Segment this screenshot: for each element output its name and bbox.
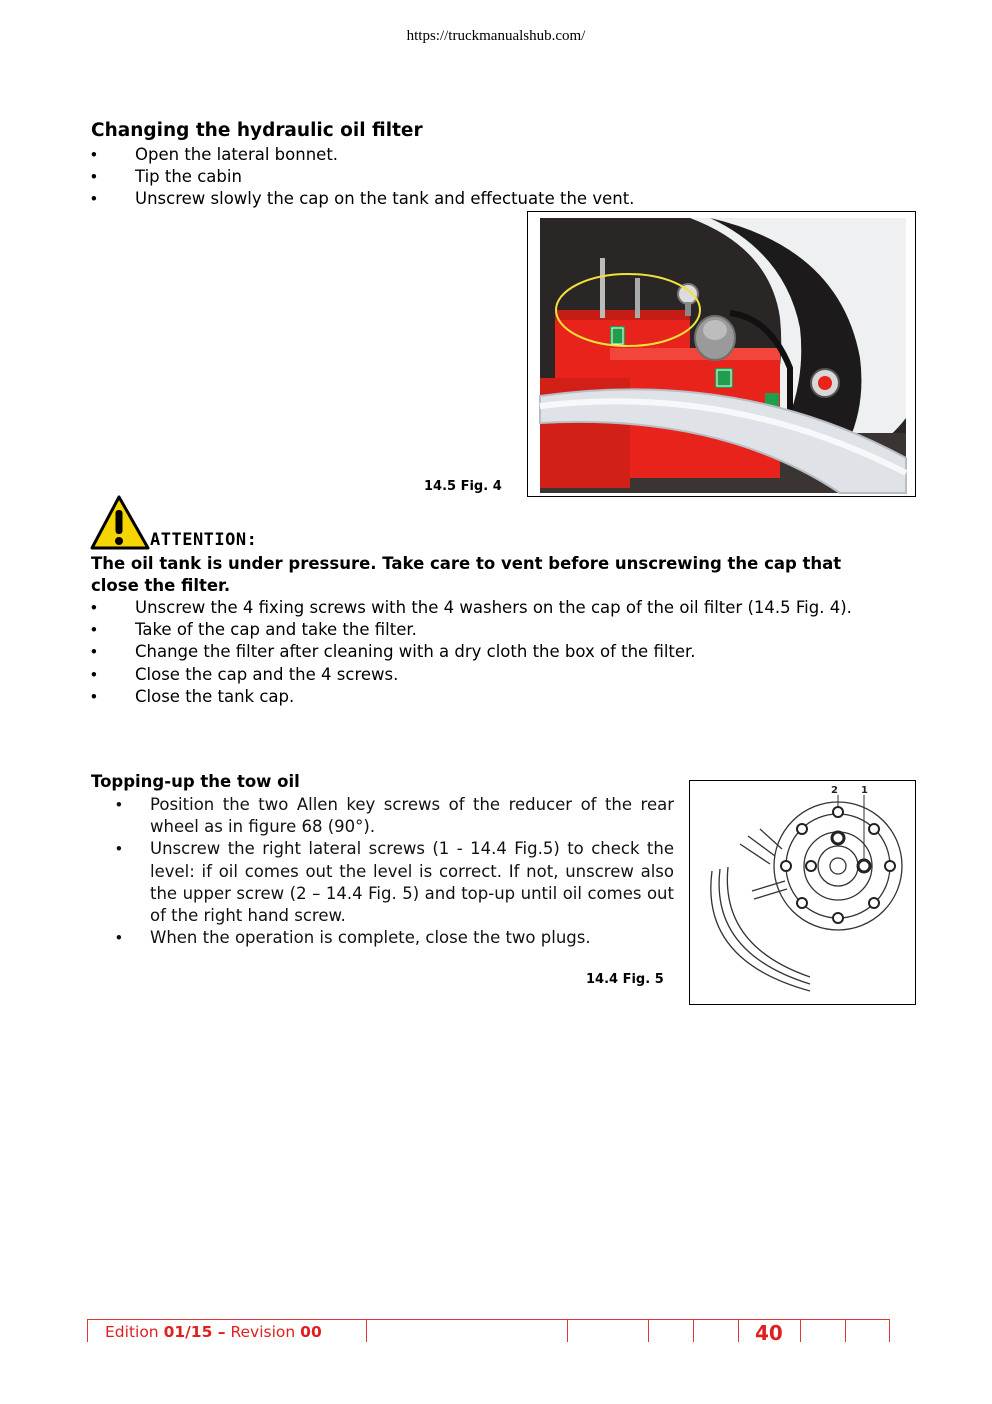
diagram-label-1: 1	[861, 785, 868, 796]
section-title-tow-oil: Topping-up the tow oil	[91, 772, 300, 791]
list-item: • Open the lateral bonnet.	[91, 145, 339, 164]
list-item: • Unscrew the right lateral screws (1 - 14.4 Fig.5) to check the level: if oil comes out the level is correct. If not, unscrew also the upper screw (2 – 14.4 Fig. 5) and top-up until oil comes out of the right hand screw.	[116, 839, 674, 926]
source-url: https://truckmanualshub.com/	[406, 28, 586, 44]
wheel-hub-diagram	[690, 781, 914, 1003]
list-item: • When the operation is complete, close the two plugs.	[116, 928, 591, 948]
figure-oil-tank-photo	[527, 211, 916, 497]
warning-triangle-icon	[90, 495, 150, 555]
oil-tank-photo-illustration	[528, 212, 914, 495]
list-item: • Close the tank cap.	[91, 686, 295, 706]
bullet-list-tow-oil	[116, 794, 674, 949]
list-item: • Position the two Allen key screws of the reducer of the rear wheel as in figure 68 (90°).	[116, 795, 674, 837]
edition-revision: Edition 01/15 – Revision 00	[105, 1323, 322, 1341]
attention-text: The oil tank is under pressure. Take care to vent before unscrewing the cap that close the filter.	[91, 554, 842, 596]
list-item: • Tip the cabin	[91, 167, 242, 187]
list-item: • Unscrew slowly the cap on the tank and effectuate the vent.	[91, 189, 635, 209]
list-item: • Close the cap and the 4 screws.	[91, 664, 399, 684]
list-item: • Unscrew the 4 fixing screws with the 4 washers on the cap of the oil filter (14.5 Fig. 4).	[91, 598, 852, 617]
figure-caption-fig4: 14.5 Fig. 4	[424, 479, 502, 494]
attention-label: ATTENTION:	[150, 530, 258, 550]
list-item: • Change the filter after cleaning with a dry cloth the box of the filter.	[91, 642, 696, 662]
page-number: 40	[755, 1321, 783, 1345]
figure-caption-fig5: 14.4 Fig. 5	[586, 972, 664, 987]
list-item: • Take of the cap and take the filter.	[91, 620, 417, 640]
page-footer	[87, 1319, 890, 1344]
bullet-list-steps-2	[91, 597, 891, 708]
section-title-hydraulic-filter: Changing the hydraulic oil filter	[91, 120, 423, 141]
bullet-list-steps-1	[91, 144, 891, 211]
diagram-label-2: 2	[831, 785, 838, 796]
figure-wheel-hub-diagram	[689, 780, 916, 1005]
